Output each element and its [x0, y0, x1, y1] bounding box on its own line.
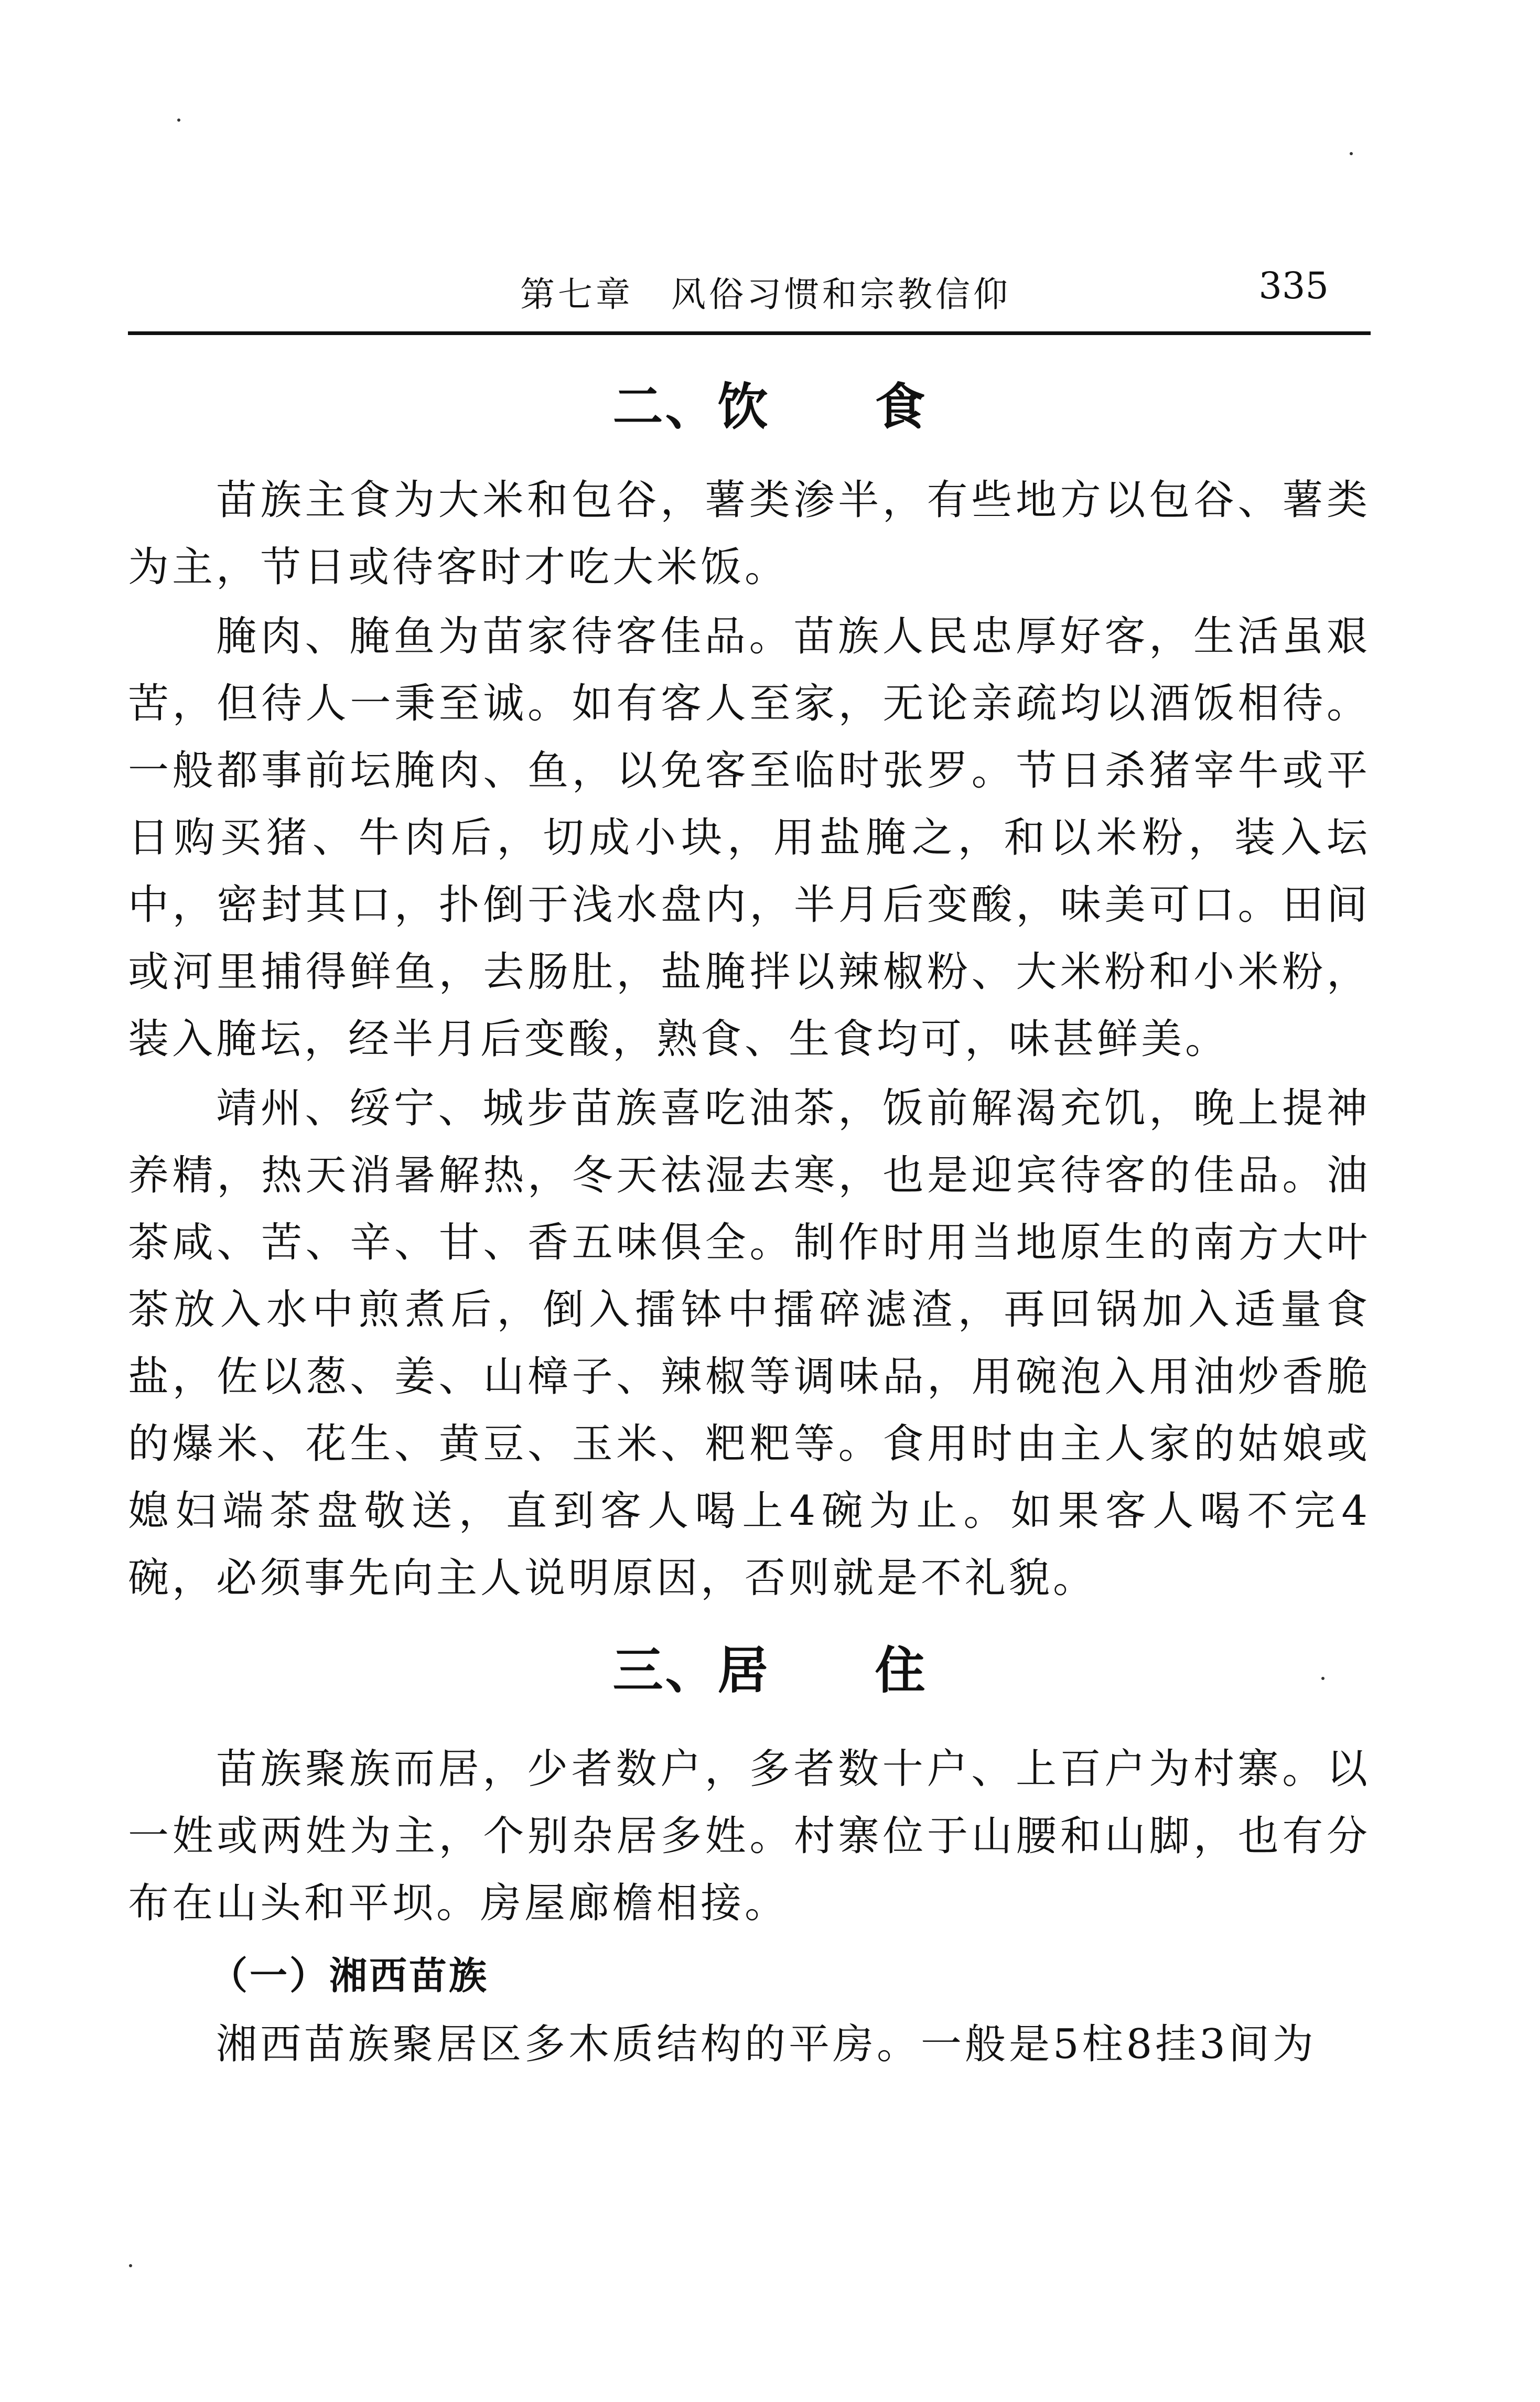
scan-speck — [1350, 152, 1353, 155]
section-title-diet: 二、饮 食 — [612, 378, 928, 436]
paragraph: 腌肉、腌鱼为苗家待客佳品。苗族人民忠厚好客，生活虽艰苦，但待人一秉至诚。如有客人至家，无论亲疏均以酒饭相待。一般都事前坛腌肉、鱼，以免客至临时张罗。节日杀猪宰牛或平日购买猪、牛肉后，切成小块，用盐腌之，和以米粉，装入坛中，密封其口，扑倒于浅水盘内，半月后变酸，味美可口。田间或河里捕得鲜鱼，去肠肚，盐腌拌以辣椒粉、大米粉和小米粉，装入腌坛，经半月后变酸，熟食、生食均可，味甚鲜美。 — [128, 613, 1371, 1063]
header-rule — [128, 331, 1371, 335]
subsection-heading: （一）湘西苗族 — [210, 1954, 489, 1998]
page-number: 335 — [1258, 264, 1329, 307]
paragraph: 苗族主食为大米和包谷，薯类渗半，有些地方以包谷、薯类为主，节日或待客时才吃大米饭。 — [128, 477, 1371, 591]
section-title-housing: 三、居 住 — [612, 1641, 928, 1700]
paragraph: 湘西苗族聚居区多木质结构的平房。一般是5柱8挂3间为 — [216, 2021, 1317, 2068]
scan-speck — [177, 119, 180, 122]
chapter-title: 第七章 风俗习惯和宗教信仰 — [520, 274, 1011, 315]
paragraph: 靖州、绥宁、城步苗族喜吃油茶，饭前解渴充饥，晚上提神养精，热天消暑解热，冬天祛湿去寒，也是迎宾待客的佳品。油茶咸、苦、辛、甘、香五味俱全。制作时用当地原生的南方大叶茶放入水中煎煮后，倒入擂钵中擂碎滤渣，再回锅加入适量食盐，佐以葱、姜、山樟子、辣椒等调味品，用碗泡入用油炒香脆的爆米、花生、黄豆、玉米、粑粑等。食用时由主人家的姑娘或媳妇端茶盘敬送，直到客人喝上4碗为止。如果客人喝不完4碗，必须事先向主人说明原因，否则就是不礼貌。 — [128, 1085, 1371, 1602]
running-header — [128, 262, 1371, 320]
paragraph: 苗族聚族而居，少者数户，多者数十户、上百户为村寨。以一姓或两姓为主，个别杂居多姓。村寨位于山腰和山脚，也有分布在山头和平坝。房屋廊檐相接。 — [128, 1746, 1371, 1927]
scan-speck — [129, 2264, 132, 2267]
scan-speck — [1321, 1677, 1324, 1680]
